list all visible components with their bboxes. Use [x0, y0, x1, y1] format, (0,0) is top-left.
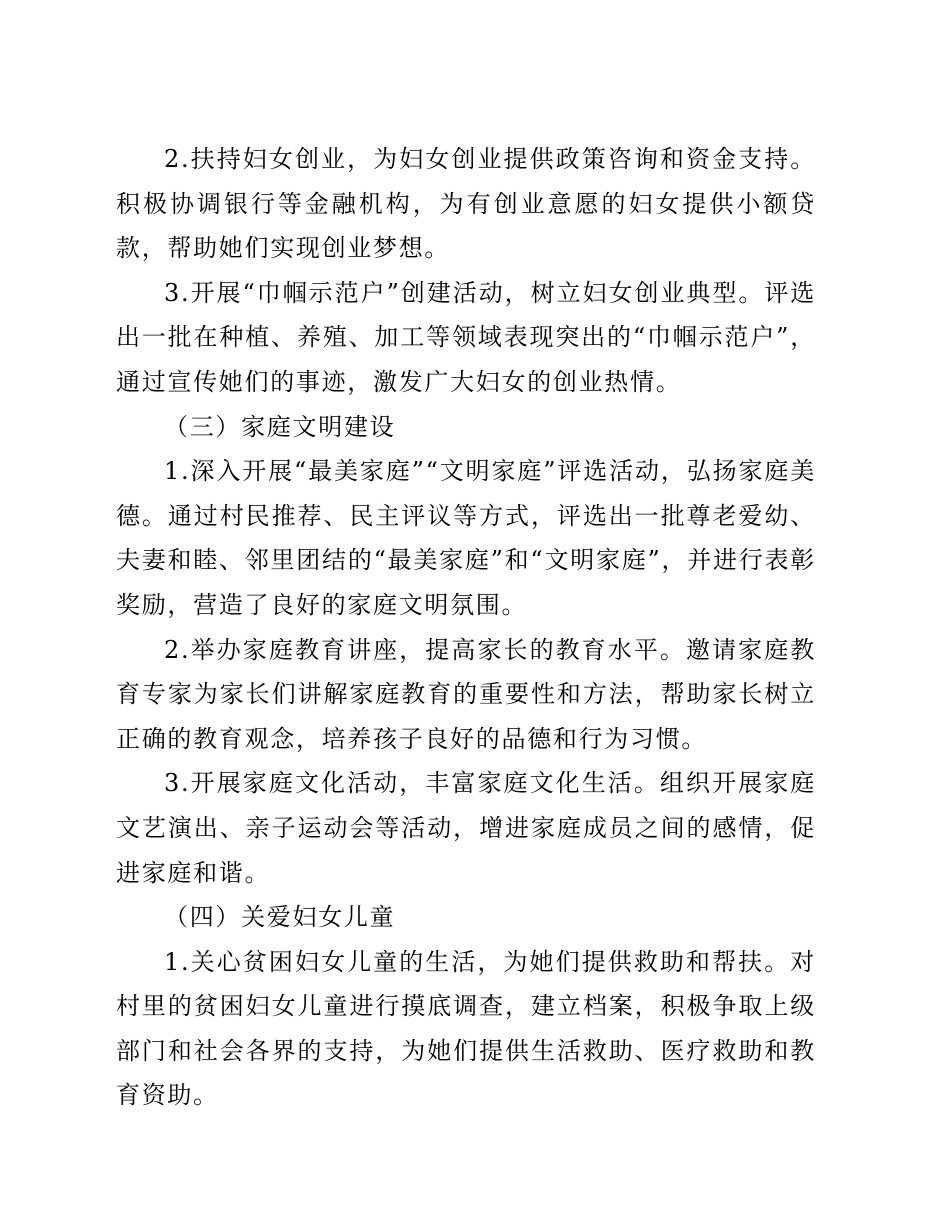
- section-heading-family-civility: （三）家庭文明建设: [164, 412, 396, 441]
- paragraph-model-households: 3.开展“巾帼示范户”创建活动，树立妇女创业典型。评选出一批在种植、养殖、加工等领域表现突出的“巾帼示范户”，通过宣传她们的事迹，激发广大妇女的创业热情。: [116, 278, 816, 396]
- paragraph-support-women-entrepreneurship: 2.扶持妇女创业，为妇女创业提供政策咨询和资金支持。积极协调银行等金融机构，为有创业意愿的妇女提供小额贷款，帮助她们实现创业梦想。: [116, 145, 816, 263]
- paragraph-family-education-lectures: 2.举办家庭教育讲座，提高家长的教育水平。邀请家庭教育专家为家长们讲解家庭教育的重要性和方法，帮助家长树立正确的教育观念，培养孩子良好的品德和行为习惯。: [116, 635, 816, 753]
- paragraph-poor-women-children-aid: 1.关心贫困妇女儿童的生活，为她们提供救助和帮扶。对村里的贫困妇女儿童进行摸底调查，建立档案，积极争取上级部门和社会各界的支持，为她们提供生活救助、医疗救助和教育资助。: [116, 947, 816, 1110]
- document-page: [116, 137, 816, 1118]
- paragraph-best-family-selection: 1.深入开展“最美家庭”“文明家庭”评选活动，弘扬家庭美德。通过村民推荐、民主评议等方式，评选出一批尊老爱幼、夫妻和睦、邻里团结的“最美家庭”和“文明家庭”，并进行表彰奖励，营造了良好的家庭文明氛围。: [116, 457, 816, 619]
- section-heading-care-women-children: （四）关爱妇女儿童: [164, 903, 396, 932]
- paragraph-family-culture-activities: 3.开展家庭文化活动，丰富家庭文化生活。组织开展家庭文艺演出、亲子运动会等活动，增进家庭成员之间的感情，促进家庭和谐。: [116, 769, 816, 887]
